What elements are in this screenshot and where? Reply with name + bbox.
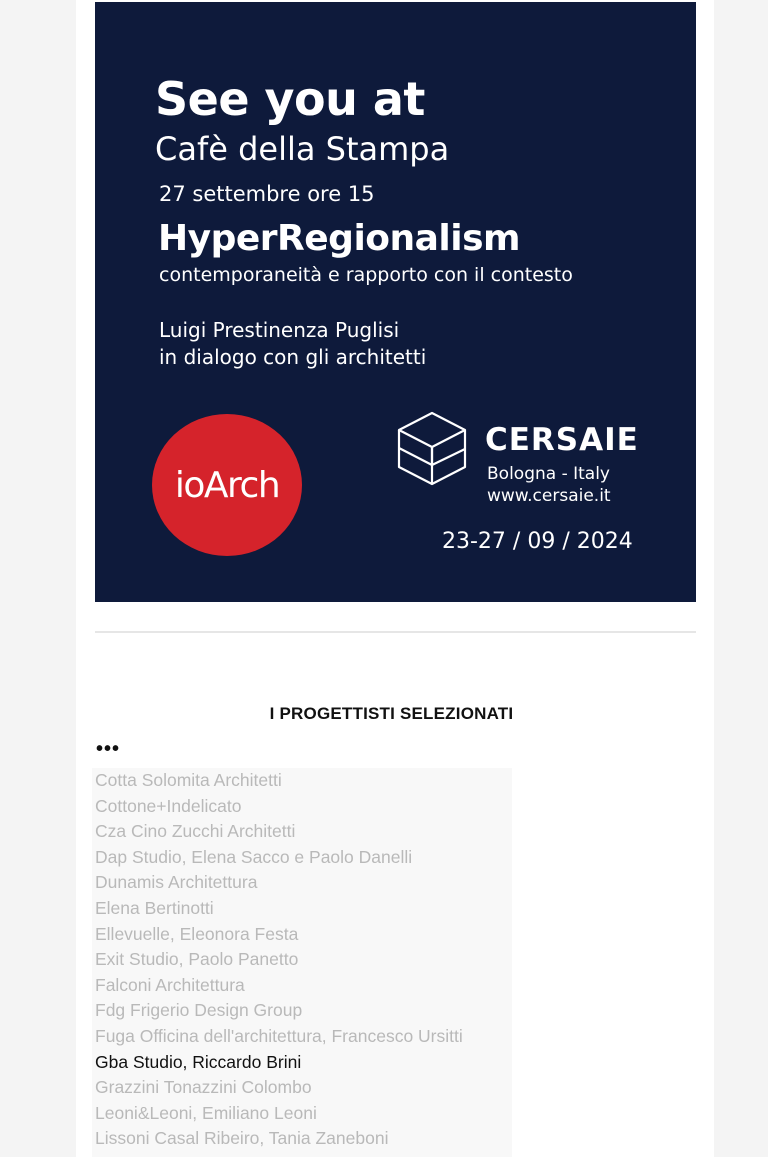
section-divider bbox=[95, 631, 696, 633]
designer-list-item[interactable]: Fuga Officina dell'architettura, Francesco Ursitti bbox=[95, 1025, 463, 1046]
designer-list-item[interactable]: Fdg Frigerio Design Group bbox=[95, 1000, 303, 1021]
cersaie-city: Bologna - Italy bbox=[487, 464, 610, 484]
cersaie-name: CERSAIE bbox=[485, 422, 639, 458]
banner-dialog: in dialogo con gli architetti bbox=[159, 345, 427, 369]
designer-list-item[interactable]: Falconi Architettura bbox=[95, 974, 245, 995]
ioarch-logo-text: ioArch bbox=[174, 464, 280, 506]
designer-list-item[interactable]: Lissoni Casal Ribeiro, Tania Zaneboni bbox=[95, 1128, 389, 1149]
banner-subtitle: contemporaneità e rapporto con il contesto bbox=[159, 264, 573, 286]
banner-date: 27 settembre ore 15 bbox=[159, 182, 375, 206]
designer-list-item[interactable]: Grazzini Tonazzini Colombo bbox=[95, 1077, 312, 1098]
designer-list-item[interactable]: Leoni&Leoni, Emiliano Leoni bbox=[95, 1102, 317, 1123]
cersaie-url[interactable]: www.cersaie.it bbox=[487, 486, 611, 506]
designer-list-item[interactable]: Exit Studio, Paolo Panetto bbox=[95, 949, 299, 970]
banner-venue: Cafè della Stampa bbox=[155, 130, 450, 168]
ellipsis-icon: ••• bbox=[96, 738, 121, 760]
ioarch-logo bbox=[152, 414, 302, 556]
designer-list-item[interactable]: Cottone+Indelicato bbox=[95, 795, 242, 816]
designer-list-item[interactable]: Gba Studio, Riccardo Brini bbox=[95, 1051, 302, 1072]
banner-speaker: Luigi Prestinenza Puglisi bbox=[159, 318, 400, 342]
designer-list-item[interactable]: Ellevuelle, Eleonora Festa bbox=[95, 923, 299, 944]
designer-list bbox=[95, 768, 463, 1152]
designer-list-item[interactable]: Cza Cino Zucchi Architetti bbox=[95, 821, 296, 842]
designer-list-item[interactable]: Dap Studio, Elena Sacco e Paolo Danelli bbox=[95, 846, 413, 867]
designer-list-item[interactable]: Cotta Solomita Architetti bbox=[95, 770, 282, 790]
cersaie-dates: 23-27 / 09 / 2024 bbox=[442, 529, 633, 554]
designer-list-item[interactable]: Dunamis Architettura bbox=[95, 872, 258, 893]
designer-list-item[interactable]: Elena Bertinotti bbox=[95, 897, 214, 918]
banner-headline: See you at bbox=[155, 72, 425, 126]
event-banner[interactable] bbox=[95, 2, 696, 602]
section-title: I PROGETTISTI SELEZIONATI bbox=[269, 704, 514, 723]
banner-title: HyperRegionalism bbox=[158, 218, 521, 259]
cube-icon bbox=[395, 410, 469, 486]
